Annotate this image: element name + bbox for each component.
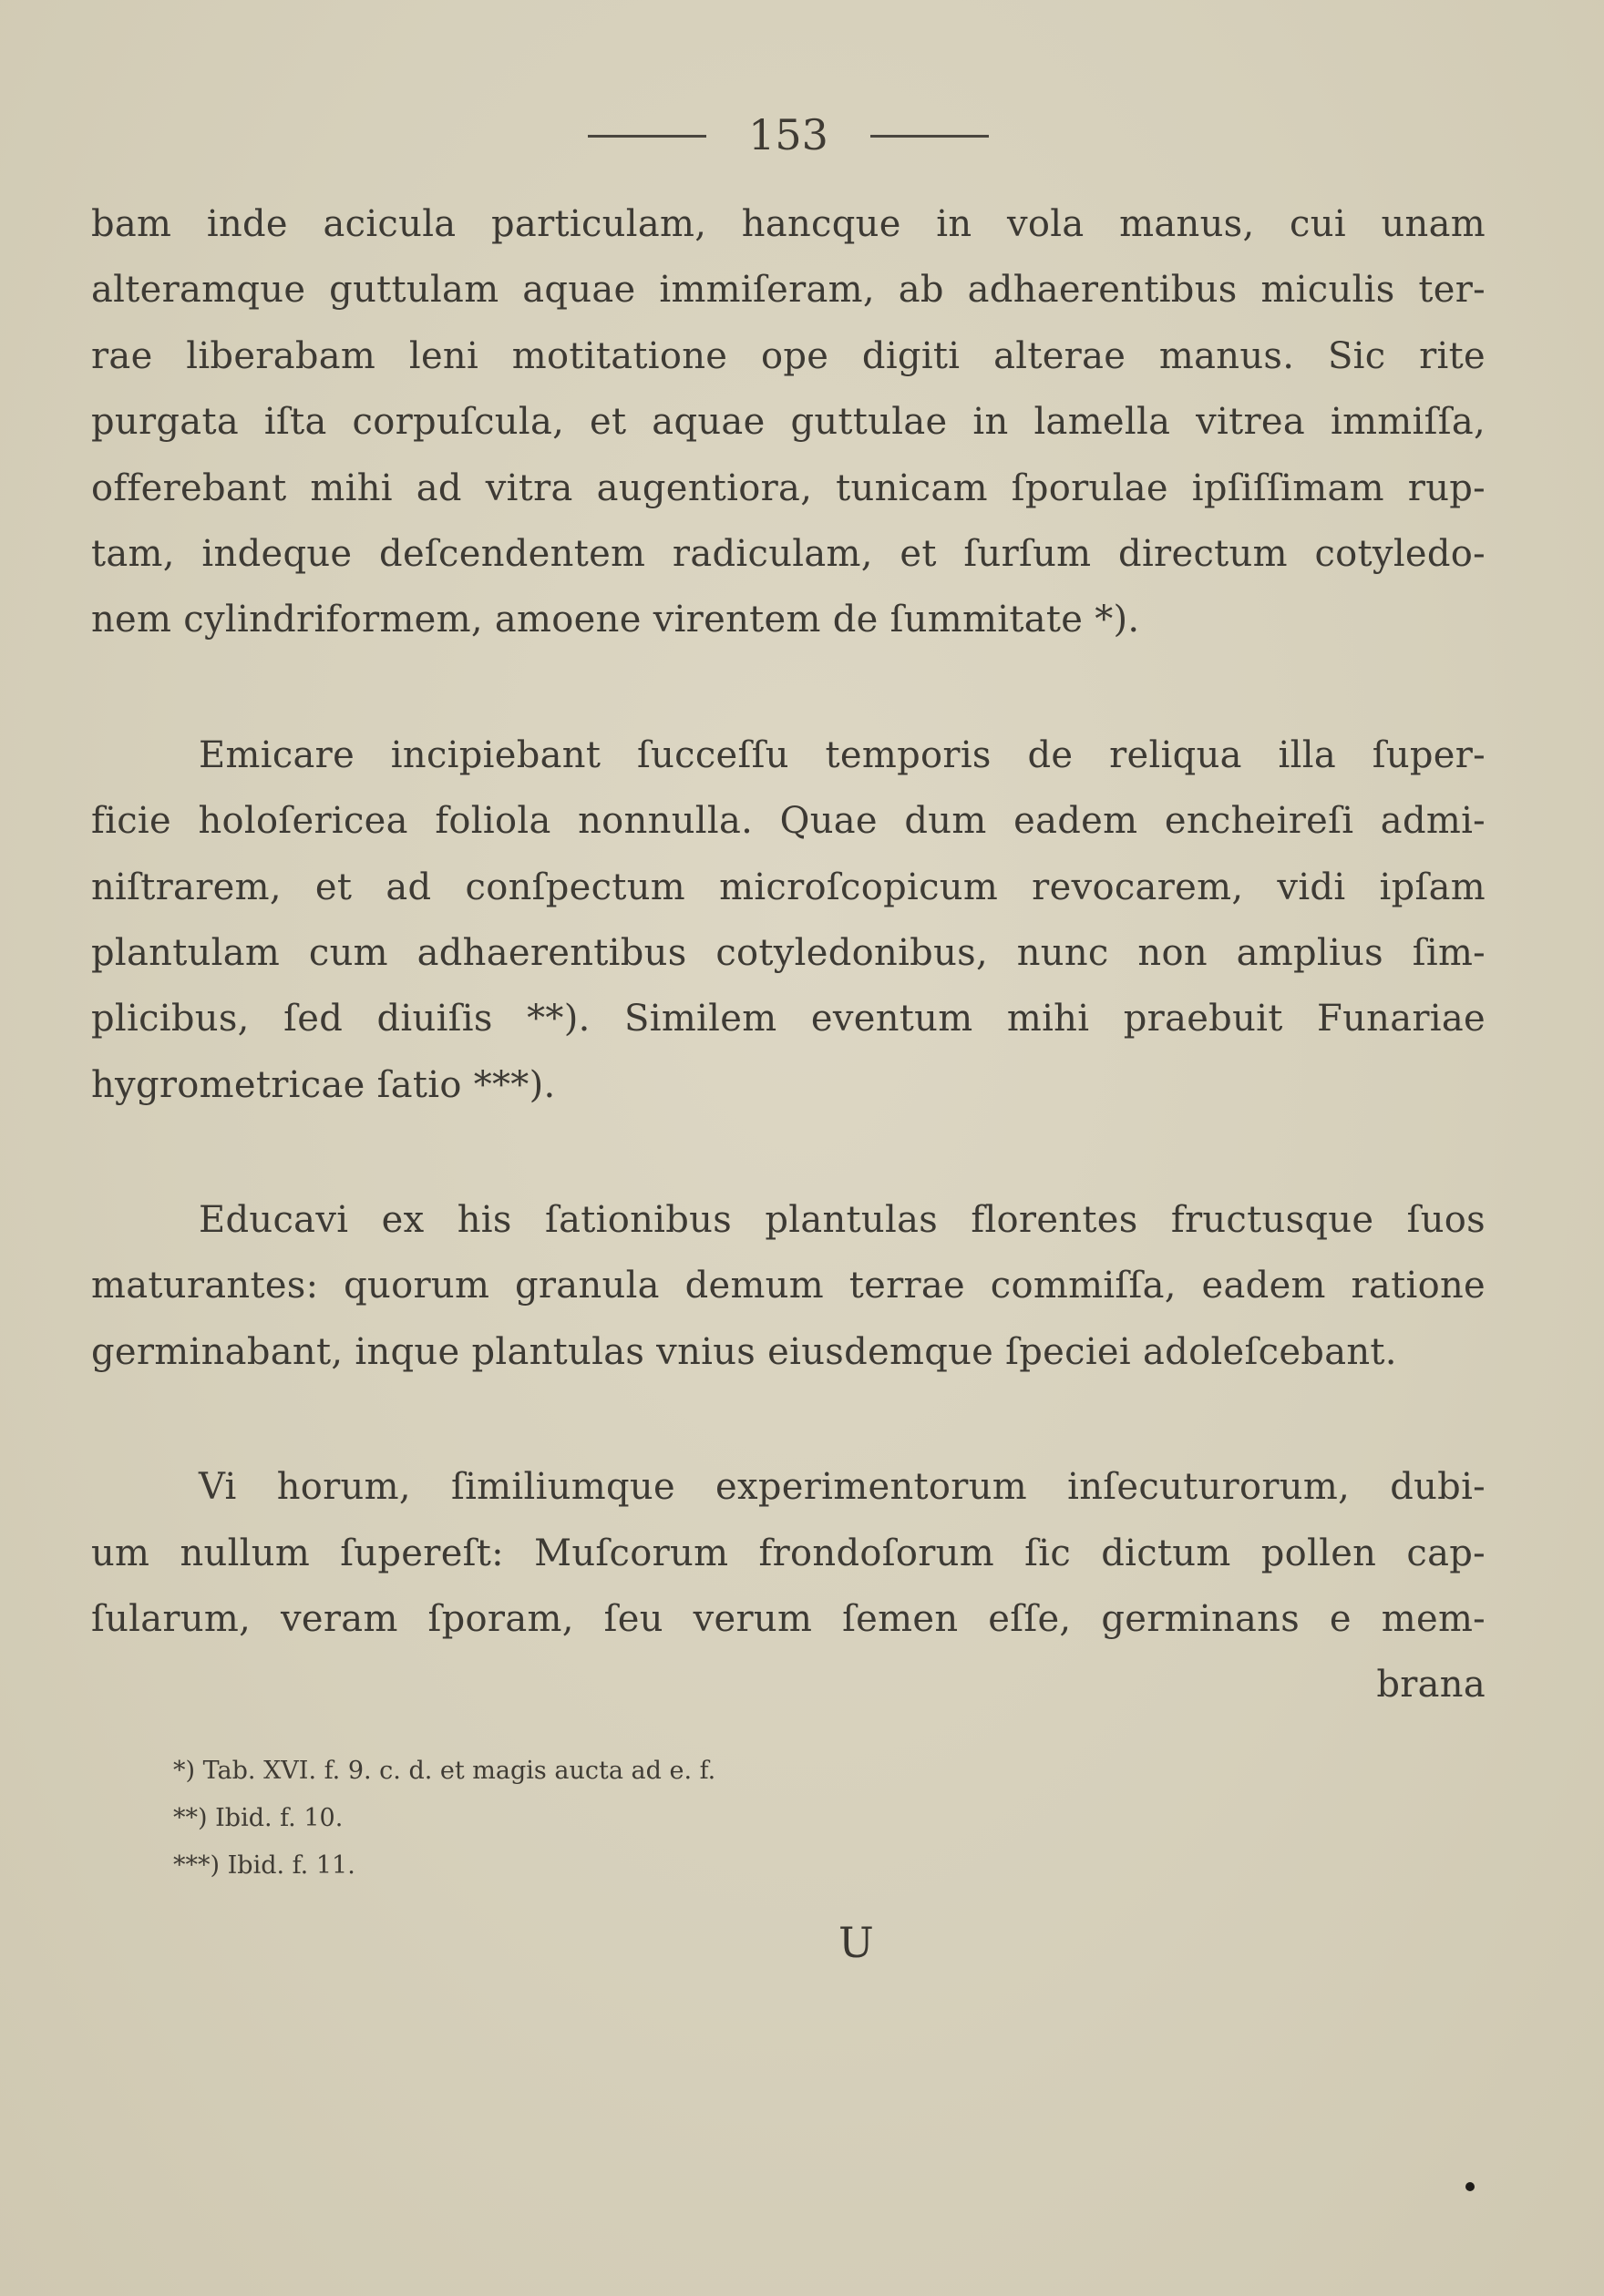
footnote: **) Ibid. f. 10. bbox=[173, 1804, 344, 1832]
text-line: hygrometricae ſatio ***). bbox=[91, 1063, 556, 1106]
paragraph-gap bbox=[91, 1118, 1486, 1187]
catchword: brana bbox=[1376, 1664, 1486, 1707]
text-line: um nullum ſupereſt: Muſcorum frondoſorum ſic dictum pollen cap- bbox=[91, 1532, 1486, 1574]
text-line: germinabant, inque plantulas vnius eiusdemque ſpeciei adoleſcebant. bbox=[91, 1330, 1397, 1373]
text-line: alteramque guttulam aquae immiſeram, ab adhaerentibus miculis ter- bbox=[91, 269, 1486, 312]
main-text bbox=[91, 191, 1486, 1718]
text-line: rae liberabam leni motitatione ope digiti alterae manus. Sic rite bbox=[91, 334, 1486, 377]
footnotes bbox=[173, 1748, 1085, 1890]
text-line: purgata iſta corpuſcula, et aquae guttulae in lamella vitrea immiſſa, bbox=[91, 401, 1486, 444]
signature-mark: U bbox=[838, 1918, 874, 1967]
text-line: ſularum, veram ſporam, ſeu verum ſemen eſſe, germinans e mem- bbox=[91, 1598, 1486, 1641]
text-line: maturantes: quorum granula demum terrae commiſſa, eadem ratione bbox=[91, 1265, 1486, 1307]
text-line: Emicare incipiebant ſucceſſu temporis de reliqua illa ſuper- bbox=[199, 733, 1486, 776]
text-line: ficie holoſericea foliola nonnulla. Quae dum eadem encheireſi admi- bbox=[91, 800, 1486, 843]
page-header bbox=[0, 108, 1604, 162]
text-line: bam inde acicula particulam, hancque in vola manus, cui unam bbox=[91, 203, 1486, 245]
footnote: *) Tab. XVI. f. 9. c. d. et magis aucta ad e. f. bbox=[173, 1757, 716, 1785]
header-rule-right bbox=[870, 135, 989, 138]
text-line: Educavi ex his ſationibus plantulas florentes fructusque ſuos bbox=[199, 1199, 1486, 1242]
text-line: offerebant mihi ad vitra augentiora, tunicam ſporulae ipſiſſimam rup- bbox=[91, 466, 1486, 509]
page-number: 153 bbox=[748, 110, 828, 159]
text-line: plantulam cum adhaerentibus cotyledonibus, nunc non amplius ſim- bbox=[91, 931, 1486, 974]
text-line: plicibus, ſed diuiſis **). Similem eventum mihi praebuit Funariae bbox=[91, 998, 1486, 1040]
paragraph-gap bbox=[91, 653, 1486, 723]
text-line: Vi horum, ſimiliumque experimentorum inſecuturorum, dubi- bbox=[199, 1466, 1486, 1509]
ink-speck bbox=[1465, 2182, 1475, 2191]
header-rule-left bbox=[588, 135, 706, 138]
footnote: ***) Ibid. f. 11. bbox=[173, 1851, 355, 1880]
text-line: nem cylindriformem, amoene virentem de ſummitate *). bbox=[91, 599, 1140, 641]
text-line: niſtrarem, et ad conſpectum microſcopicum revocarem, vidi ipſam bbox=[91, 866, 1486, 908]
paragraph-gap bbox=[91, 1385, 1486, 1454]
text-line: tam, indeque deſcendentem radiculam, et ſurſum directum cotyledo- bbox=[91, 532, 1486, 575]
